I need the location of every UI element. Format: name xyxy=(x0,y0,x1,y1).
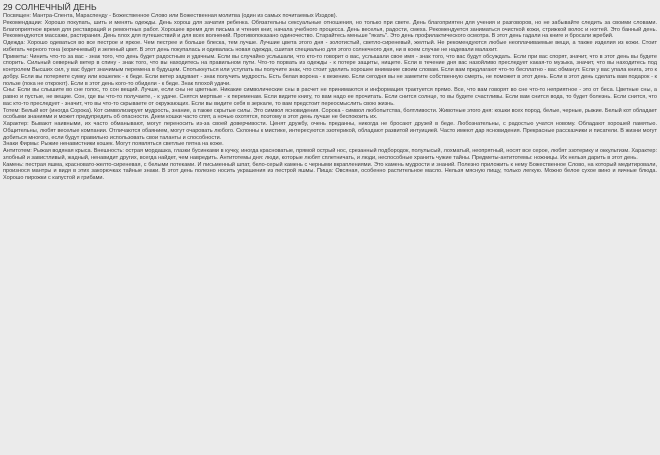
document-title: 29 СОЛНЕЧНЫЙ ДЕНЬ xyxy=(3,2,97,12)
paragraph-dedication: Посвящен: Мантра-Спента, Мараспенду - Божественное Слово или Божественная молитва (один из самых почитаемых Изэдов). xyxy=(3,13,338,19)
paragraph-dreams: Сны: Если вы слышите во сне голос, то сон вещий. Лучше, если сны не цветные. Никакие символические сны в расчет не принимаются и информация трактуется прямо. Все, что вам говорят во сне что-то неприятное - это от беса. Цветные сны, а равно и пустые, не вещие. Сон, где вы что-то получаете, - к удаче. Снятся мертвые - к переменам. Если видите книгу, то вам надо ее прочитать. Если снится солнце, то вы будете счастливы. Если вам снится вода, то будет болезнь. Если снится, что вас кто-то преследует - значит, что вы что-то скрываете от окружающих. Если вы видите себя в зеркале, то вам предстоит переосмыслить свою жизнь. xyxy=(3,87,657,107)
paragraph-character: Характер: Бывают наивными, их часто обманывают, могут переносить из-за своей доверчивости. Ценят дружбу, очень преданны, никогда не бросают друзей в беде. Любознательны, с радостью учатся новому. Обладают хорошей памятью. Общительны, любят веселые компании. Отличаются обаянием, могут очаровать любого. Склонны к мистике, интересуются эзотерикой, обладают развитой интуицией. Часто имеют дар ясновидения. Прекрасные рассказчики и писатели. В жизни могут добиться многого, если будут правильно использовать свои таланты и способности. xyxy=(3,121,657,141)
paragraph-totem: Тотем: Белый кот (иногда Сорока). Кот символизирует мудрость, знание, а также скрытые силы. Это символ ясновидения. Сорока - символ любопытства, болтливости. Животные этого дня: кошки всех пород, белые, черные, рыжие. Белый кот обладает особыми знаниями и может предупредить об опасности. Днем кошки часто спят, а ночью охотятся, поэтому в этот день лучше не беспокоить их. xyxy=(3,107,657,121)
paragraph-antitotem: Антитотем: Рыжая водяная крыса. Внешность: острая мордашка, глазки бусинками в кучку, иногда красноватые, прямой острый нос, срезанный подбородок, полулысый, лохматый, неопрятный, носят все серое, любят эзотерику и оккультизм. Характер: злобный и завистливый, жадный, ненавидит других, всегда найдет, чем навредить. Антитотемы дня: люди, которые любят сплетничать, и люди, неспособные хранить чужие тайны. Предметы-антитотемы: ножницы. Их нельзя дарить в этот день. xyxy=(3,148,657,161)
paragraph-stone-food: Камень: пестрая яшма, красновато-желто-сиреневая, с белыми потеками. И письменный шпат, бело-серый камень с черными вкраплениями. Это камень мудрости и знаний. Полезно приложить к нему Божественное Слово, на который медитировали, произнося мантры и видя в этих закорючках тайные знаки. В этот день полезно носить украшения из пестрой яшмы. Пища: Овсяная, особенно растительное масло. Нельзя мясную пищу, только легкую. Можно белое сухое вино и яичные блюда. Хорошо пирожки с капустой и грибами. xyxy=(3,161,657,181)
paragraph-clothing: Одежда: Хорошо одеваться во все пестрое и яркое. Чем пестрее и больше блеска, тем лучше. Лучшие цвета этого дня - золотистый, светло-сиреневый, желтый. Не рекомендуются любые неоплачиваемые вещи, а также изделия из кожи. Стоит избегать черного тона (коричневый) и зеленый цвет. В этот день покупалась и одевалась новая одежда, сшитая специально для этого солнечного дня, ни в коем случае не надевали малахит. xyxy=(3,40,657,53)
paragraph-recommendations: Рекомендации: Хорошо покупать, шить и менять одежды. День хорош для зачатия ребенка. Обязательны сексуальные отношения, но только при свете. День благоприятен для учения и разговоров, но не забывайте следить за своими словами. Благоприятное время для реставраций и ремонтных работ. Хорошее время для письма и чтения книг, начала учебного процесса. День веселья, радости, смеха. Рекомендуется заниматься очисткой кожи, стрижкой волос и ногтей. Это банный день. Рекомендуются массажи, растирания. День плох для путешествий и для всех волнений. Противопоказано одиночество. Старайтесь меньше "якать". Это день профилактического осмотра. В этот день гадали на книге и бросали жребий. xyxy=(3,19,657,40)
paragraph-signs: Знаки Фирмы: Рыжие ненавистники кошек. Могут появляться светлые пятна на коже. xyxy=(3,141,224,148)
paragraph-omens: Приметы: Чинить что-то за вас - знак того, что день будет радостным и удачным. Если вы случайно услышали, что кто-то говорит о вас, услышали свое имя - знак того, что вас будут обсуждать. Если при вас спорят, значит, что в этот день вы будете спорить. Сильный северный ветер в спину - знак того, что вы находитесь на правильном пути. Что-то порвать из одежды - к потере защиты, нищете. Если в течение дня вас назойливо преследует какая-то музыка, значит, что вы находитесь под контролем Высших сил, у вас будет значимым перемена в будущем. Спотыкнуться или уступать вы получите знак, что стоит уделить хорошее внимание своим словам. Если вам предлагают что-то бесплатно - вас обманут. Если у вас упала книга, это к добру. Если вы потеряете сумку или кошелек - к беде. Если ветер задувает - знак получить мудрость. Есть белая ворона - к везению. Если сегодня вы не заметите собственную смерть, не поможет в этот день. Если в этот день сделать вам подарок - к пользе (пока не откроют). Если в этот день кого-то обидели - к беде. Знак плохой удачи. xyxy=(3,53,657,87)
